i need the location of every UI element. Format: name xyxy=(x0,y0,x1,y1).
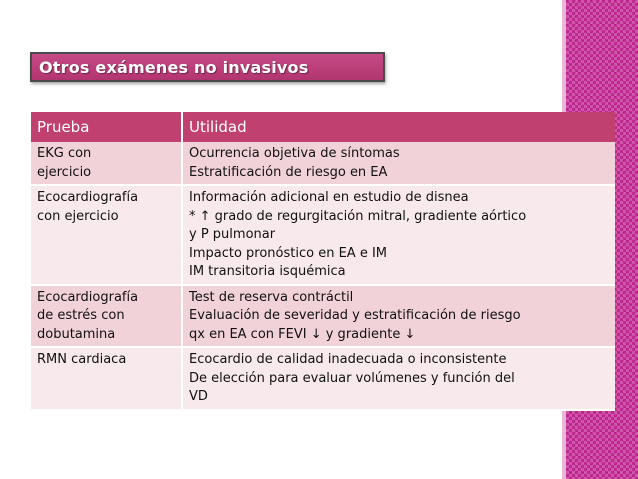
utilidad-cell xyxy=(182,347,615,410)
header-prueba: Prueba xyxy=(31,112,182,142)
slide-title: Otros exámenes no invasivos xyxy=(39,58,309,77)
cell-text: VD xyxy=(189,389,208,404)
cell-text: Ecocardiografía xyxy=(37,289,139,305)
cell-text: Evaluación de severidad y estratificación de riesgo xyxy=(189,308,521,323)
prueba-cell xyxy=(31,185,182,285)
prueba-cell xyxy=(31,347,182,410)
cell-text: Test de reserva contráctil xyxy=(189,289,354,305)
cell-text: Ecocardio de calidad inadecuada o inconsistente xyxy=(189,352,507,367)
cell-text: RMN cardiaca xyxy=(37,352,127,367)
utilidad-cell xyxy=(182,185,615,285)
cell-text: De elección para evaluar volúmenes y función del xyxy=(189,370,515,386)
cell-text: Ecocardiografía xyxy=(37,190,139,205)
table-header-row xyxy=(31,112,615,142)
cell-text: EKG con xyxy=(37,146,92,161)
cell-text: IM transitoria isquémica xyxy=(189,264,346,279)
cell-text: Impacto pronóstico en EA e IM xyxy=(189,245,388,261)
cell-text: dobutamina xyxy=(37,326,116,342)
prueba-cell xyxy=(31,285,182,348)
table-row xyxy=(31,285,615,348)
cell-text: Información adicional en estudio de disnea xyxy=(189,190,469,205)
cell-text: qx en EA con FEVI ↓ y gradiente ↓ xyxy=(189,326,416,342)
prueba-cell xyxy=(31,142,182,185)
cell-text: Ocurrencia objetiva de síntomas xyxy=(189,146,400,161)
exams-table xyxy=(31,112,615,411)
header-utilidad: Utilidad xyxy=(182,112,615,142)
cell-text: de estrés con xyxy=(37,308,125,323)
cell-text: * ↑ grado de regurgitación mitral, gradiente aórtico xyxy=(189,208,527,224)
cell-text: ejercicio xyxy=(37,164,92,180)
slide-title-bar xyxy=(30,52,385,82)
table-row xyxy=(31,347,615,410)
cell-text: con ejercicio xyxy=(37,208,119,224)
table-row xyxy=(31,142,615,185)
utilidad-cell xyxy=(182,285,615,348)
cell-text: y P pulmonar xyxy=(189,227,276,242)
table-row xyxy=(31,185,615,285)
utilidad-cell xyxy=(182,142,615,185)
cell-text: Estratificación de riesgo en EA xyxy=(189,164,388,180)
